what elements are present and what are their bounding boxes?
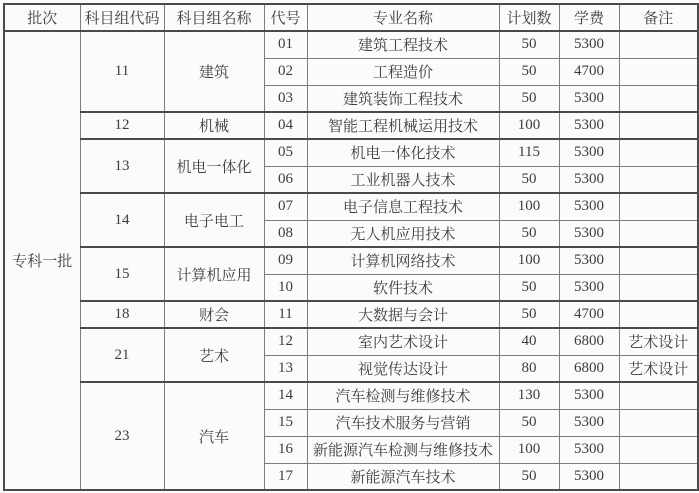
major-code-cell: 07 — [264, 193, 307, 220]
major-code-cell: 03 — [264, 85, 307, 112]
note-cell — [619, 31, 698, 58]
plan-count-cell: 50 — [499, 58, 559, 85]
major-name-cell: 软件技术 — [307, 274, 499, 301]
note-cell — [619, 58, 698, 85]
header-plan-count: 计划数 — [499, 4, 559, 31]
group-code-cell: 11 — [80, 31, 164, 112]
plan-count-cell: 50 — [499, 463, 559, 490]
major-name-cell: 视觉传达设计 — [307, 355, 499, 382]
group-name-cell: 汽车 — [164, 382, 264, 490]
tuition-cell: 4700 — [559, 301, 619, 328]
note-cell — [619, 409, 698, 436]
major-code-cell: 10 — [264, 274, 307, 301]
batch-cell: 专科一批 — [4, 31, 80, 490]
header-group-code: 科目组代码 — [80, 4, 164, 31]
major-name-cell: 室内艺术设计 — [307, 328, 499, 355]
tuition-cell: 5300 — [559, 166, 619, 193]
major-code-cell: 16 — [264, 436, 307, 463]
group-code-cell: 15 — [80, 247, 164, 301]
table-row — [4, 301, 698, 328]
major-name-cell: 汽车检测与维修技术 — [307, 382, 499, 409]
plan-count-cell: 50 — [499, 409, 559, 436]
header-row — [4, 4, 698, 31]
table-row — [4, 382, 698, 409]
group-code-cell: 12 — [80, 112, 164, 139]
note-cell — [619, 463, 698, 490]
tuition-cell: 5300 — [559, 112, 619, 139]
major-code-cell: 08 — [264, 220, 307, 247]
major-name-cell: 新能源汽车技术 — [307, 463, 499, 490]
plan-count-cell: 50 — [499, 301, 559, 328]
major-name-cell: 大数据与会计 — [307, 301, 499, 328]
tuition-cell: 5300 — [559, 139, 619, 166]
major-code-cell: 06 — [264, 166, 307, 193]
group-name-cell: 电子电工 — [164, 193, 264, 247]
group-name-cell: 艺术 — [164, 328, 264, 382]
major-name-cell: 智能工程机械运用技术 — [307, 112, 499, 139]
note-cell — [619, 139, 698, 166]
header-note: 备注 — [619, 4, 698, 31]
note-cell — [619, 301, 698, 328]
major-name-cell: 工业机器人技术 — [307, 166, 499, 193]
tuition-cell: 5300 — [559, 463, 619, 490]
note-cell — [619, 112, 698, 139]
enrollment-plan-table — [3, 3, 699, 491]
plan-count-cell: 100 — [499, 247, 559, 274]
header-major-code: 代号 — [264, 4, 307, 31]
note-cell — [619, 247, 698, 274]
tuition-cell: 5300 — [559, 247, 619, 274]
header-tuition: 学费 — [559, 4, 619, 31]
major-name-cell: 计算机网络技术 — [307, 247, 499, 274]
table-row — [4, 112, 698, 139]
plan-count-cell: 80 — [499, 355, 559, 382]
plan-count-cell: 130 — [499, 382, 559, 409]
group-name-cell: 财会 — [164, 301, 264, 328]
plan-count-cell: 50 — [499, 166, 559, 193]
major-name-cell: 建筑装饰工程技术 — [307, 85, 499, 112]
group-code-cell: 14 — [80, 193, 164, 247]
major-name-cell: 建筑工程技术 — [307, 31, 499, 58]
major-name-cell: 无人机应用技术 — [307, 220, 499, 247]
group-name-cell: 计算机应用 — [164, 247, 264, 301]
tuition-cell: 5300 — [559, 220, 619, 247]
plan-count-cell: 100 — [499, 436, 559, 463]
tuition-cell: 5300 — [559, 193, 619, 220]
group-code-cell: 21 — [80, 328, 164, 382]
note-cell: 艺术设计 — [619, 328, 698, 355]
tuition-cell: 5300 — [559, 382, 619, 409]
group-code-cell: 13 — [80, 139, 164, 193]
group-name-cell: 建筑 — [164, 31, 264, 112]
major-code-cell: 11 — [264, 301, 307, 328]
note-cell — [619, 220, 698, 247]
plan-count-cell: 40 — [499, 328, 559, 355]
major-code-cell: 13 — [264, 355, 307, 382]
header-major-name: 专业名称 — [307, 4, 499, 31]
note-cell — [619, 274, 698, 301]
group-code-cell: 18 — [80, 301, 164, 328]
major-code-cell: 15 — [264, 409, 307, 436]
tuition-cell: 6800 — [559, 328, 619, 355]
major-code-cell: 05 — [264, 139, 307, 166]
major-code-cell: 14 — [264, 382, 307, 409]
plan-count-cell: 100 — [499, 112, 559, 139]
tuition-cell: 4700 — [559, 58, 619, 85]
plan-count-cell: 100 — [499, 193, 559, 220]
table-row — [4, 139, 698, 166]
plan-count-cell: 50 — [499, 274, 559, 301]
tuition-cell: 6800 — [559, 355, 619, 382]
group-code-cell: 23 — [80, 382, 164, 490]
group-name-cell: 机电一体化 — [164, 139, 264, 193]
major-code-cell: 02 — [264, 58, 307, 85]
table-row — [4, 328, 698, 355]
header-batch: 批次 — [4, 4, 80, 31]
major-code-cell: 09 — [264, 247, 307, 274]
major-name-cell: 工程造价 — [307, 58, 499, 85]
major-code-cell: 17 — [264, 463, 307, 490]
tuition-cell: 5300 — [559, 85, 619, 112]
note-cell — [619, 193, 698, 220]
plan-count-cell: 115 — [499, 139, 559, 166]
tuition-cell: 5300 — [559, 31, 619, 58]
note-cell: 艺术设计 — [619, 355, 698, 382]
tuition-cell: 5300 — [559, 436, 619, 463]
header-group-name: 科目组名称 — [164, 4, 264, 31]
table-row — [4, 193, 698, 220]
major-code-cell: 01 — [264, 31, 307, 58]
note-cell — [619, 166, 698, 193]
table-row — [4, 247, 698, 274]
note-cell — [619, 436, 698, 463]
plan-count-cell: 50 — [499, 220, 559, 247]
major-code-cell: 12 — [264, 328, 307, 355]
tuition-cell: 5300 — [559, 409, 619, 436]
note-cell — [619, 382, 698, 409]
plan-count-cell: 50 — [499, 31, 559, 58]
major-code-cell: 04 — [264, 112, 307, 139]
plan-count-cell: 50 — [499, 85, 559, 112]
tuition-cell: 5300 — [559, 274, 619, 301]
note-cell — [619, 85, 698, 112]
major-name-cell: 机电一体化技术 — [307, 139, 499, 166]
group-name-cell: 机械 — [164, 112, 264, 139]
major-name-cell: 汽车技术服务与营销 — [307, 409, 499, 436]
table-row — [4, 31, 698, 58]
major-name-cell: 新能源汽车检测与维修技术 — [307, 436, 499, 463]
major-name-cell: 电子信息工程技术 — [307, 193, 499, 220]
